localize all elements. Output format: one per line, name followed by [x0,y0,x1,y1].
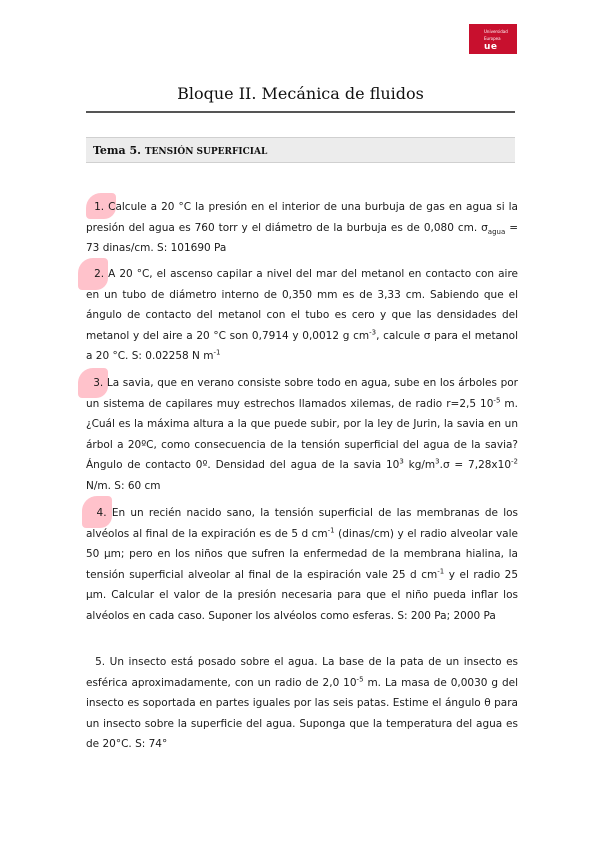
problem-text: (dinas/cm) y el radio alveolar vale 50 μm; pero en los niños que sufren la enfermedad de la membrana hialina, la tensión superficial alveolar al final de la espiración vale 25 d cm [86,527,518,581]
title-divider [86,111,515,113]
problem-3 [86,373,518,496]
section-title [93,144,267,157]
superscript: -1 [213,348,221,357]
problem-2 [86,264,518,367]
superscript: -1 [327,526,335,534]
logo-mark: ue [484,42,498,52]
problem-text: N/m. S: 60 cm [86,479,161,492]
section-header [86,137,515,163]
problem-number: 3. [93,377,104,389]
problem-text: m. ¿Cuál es la máxima altura a la que puede subir, por la ley de Jurin, la savia en un árbol a 20ºC, como consecuencia de la tensión superficial del agua de la savia? Ángulo de contacto 0º. Densidad del agua de la savia 10 [86,397,518,471]
problem-number: 5. [95,656,106,668]
problem-4 [86,503,518,626]
problem-number: 1. [94,201,105,213]
problem-text: m. La masa de 0,0030 g del insecto es soportada en partes iguales por las seis patas. Estime el ángulo θ para un insecto sobre la superficie del agua. Suponga que la temperatura del agua es de 20°C. S: 74° [86,676,518,750]
problem-number: 2. [94,268,105,280]
logo-line-2: Europea [484,36,501,41]
problem-text: .σ = 7,28x10 [439,459,512,471]
problem-text: y el radio 25 μm. Calcular el valor de la presión necesaria para que el niño pueda inflar los alvéolos en cada caso. Suponer los alvéolos como esferas. S: 200 Pa; 2000 Pa [86,568,519,622]
problem-5 [86,652,518,755]
problem-1 [86,197,518,259]
problem-text: , calcule σ para el metanol a 20 °C. S: 0.02258 N m [86,329,518,362]
problem-text: A 20 °C, el ascenso capilar a nivel del mar del metanol en contacto con aire en un tubo de diámetro interno de 0,350 mm es de 3,33 cm. Sabiendo que el ángulo de contacto del metanol con el tubo es cero y que las densidades del metanol y del aire a 20 °C son 0,7914 y 0,0012 g cm [86,268,518,342]
problem-text: En un recién nacido sano, la tensión superficial de las membranas de los alvéolos al final de la expiración es de 5 d cm [86,507,519,540]
superscript: -5 [356,675,364,683]
superscript: -2 [511,457,518,466]
superscript: 3 [435,457,440,466]
problem-number: 4. [96,507,107,519]
section-topic: TENSIÓN SUPERFICIAL [144,147,268,157]
logo-line-1: Universidad [484,29,508,34]
subscript: agua [487,227,506,236]
page-title: Bloque II. Mecánica de fluidos [177,84,424,103]
section-number: Tema 5. [93,144,142,157]
problem-text: Calcule a 20 °C la presión en el interior de una burbuja de gas en agua si la presión del agua es 760 torr y el diámetro de la burbuja es de 0,080 cm. σ [86,201,518,234]
university-logo [469,24,517,54]
problem-text: Un insecto está posado sobre el agua. La base de la pata de un insecto es esférica aproximadamente, con un radio de 2,0 10 [86,656,519,689]
superscript: 3 [399,457,404,466]
superscript: -3 [369,328,377,336]
problem-text: = 73 dinas/cm. S: 101690 Pa [86,221,518,254]
problem-text: kg/m [403,459,436,471]
problem-text: La savia, que en verano consiste sobre todo en agua, sube en los árboles por un sistema de capilares muy estrechos llamados xilemas, de radio r=2,5 10 [86,377,518,410]
superscript: -5 [493,396,501,404]
superscript: -1 [437,567,445,575]
